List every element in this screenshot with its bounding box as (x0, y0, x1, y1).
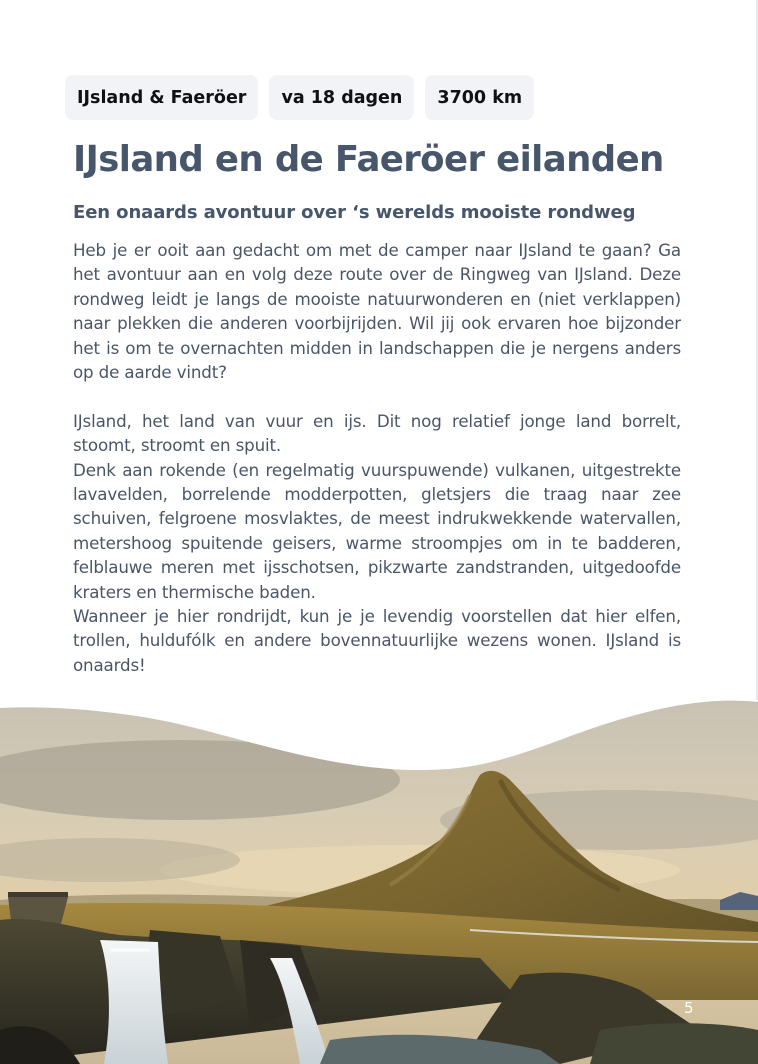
page-number: 5 (684, 999, 694, 1017)
paragraph-elves: Wanneer je hier rondrijdt, kun je je levendig voorstellen dat hier elfen, trollen, huldufólk en andere bovennatuurlijke wezens wonen. IJsland is onaards! (73, 606, 681, 675)
paragraph-fire-ice: IJsland, het land van vuur en ijs. Dit nog relatief jonge land borrelt, stoomt, stroomt en spuit. (73, 410, 681, 456)
page-title: IJsland en de Faeröer eilanden (73, 139, 664, 180)
tag-row (65, 75, 534, 120)
paragraph-nature: Denk aan rokende (en regelmatig vuurspuwende) vulkanen, uitgestrekte lavavelden, borrelende modderpotten, gletsjers die traag naar zee schuiven, felgroene mosvlaktes, de meest indrukwekkende watervallen, metershoog spuitende geisers, warme stroompjes om in te badderen, felblauwe meren met ijsschotsen, pikzwarte zandstranden, uitgedoofde kraters en thermische baden. (73, 459, 681, 602)
paragraph-intro: Heb je er ooit aan gedacht om met de camper naar IJsland te gaan? Ga het avontuur aan en volg deze route over de Ringweg van IJsland. Deze rondweg leidt je langs de mooiste natuurwonderen en (niet verklappen) naar plekken die anderen voorbijrijden. Wil jij ook ervaren hoe bijzonder het is om te overnachten midden in landschappen die je nergens anders op de aarde vindt? (73, 240, 681, 383)
tag-duration: va 18 dagen (269, 75, 414, 120)
tag-destination: IJsland & Faeröer (65, 75, 258, 120)
tag-distance: 3700 km (425, 75, 534, 120)
body-text (73, 238, 681, 677)
page-subtitle: Een onaards avontuur over ‘s werelds mooiste rondweg (73, 202, 636, 223)
landscape-photo (0, 700, 758, 1064)
